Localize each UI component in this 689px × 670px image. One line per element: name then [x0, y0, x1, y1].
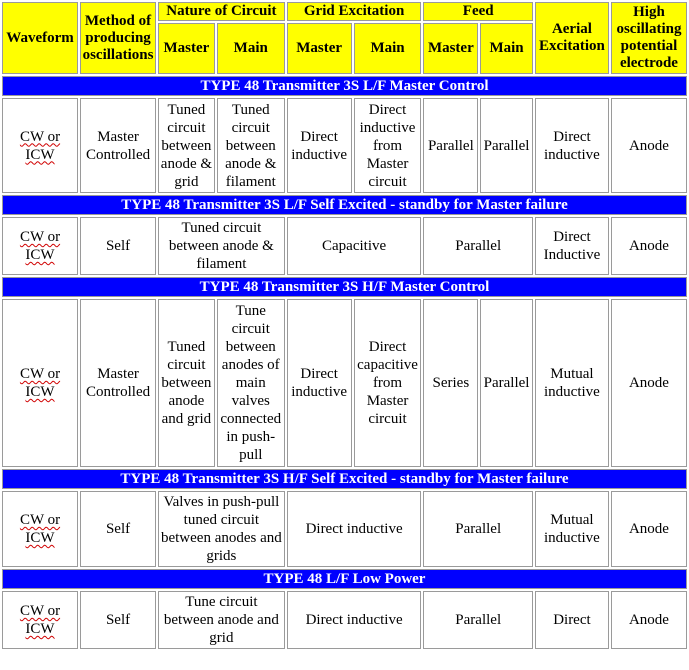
waveform-cell: CW or ICW: [2, 591, 78, 649]
electrode-cell: Anode: [611, 299, 687, 467]
method-cell: Master Controlled: [80, 299, 156, 467]
header-grid-main: Main: [354, 23, 422, 74]
header-aerial-excitation: Aerial Excitation: [535, 2, 609, 74]
aerial-cell: Direct inductive: [535, 98, 609, 193]
aerial-cell: Direct: [535, 591, 609, 649]
waveform-cell: CW or ICW: [2, 491, 78, 567]
electrode-cell: Anode: [611, 98, 687, 193]
header-nature-master: Master: [158, 23, 215, 74]
nature-cell: Valves in push-pull tuned circuit between anodes and grids: [158, 491, 285, 567]
header-grid-excitation: Grid Excitation: [287, 2, 422, 21]
header-feed-master: Master: [423, 23, 478, 74]
nature-cell: Tune circuit between anode and grid: [158, 591, 285, 649]
method-cell: Self: [80, 217, 156, 275]
aerial-cell: Mutual inductive: [535, 299, 609, 467]
nature-main-cell: Tune circuit between anodes of main valves connected in push-pull: [217, 299, 285, 467]
table-row: [2, 217, 687, 275]
table-row: [2, 491, 687, 567]
feed-master-cell: Series: [423, 299, 478, 467]
section-title: TYPE 48 Transmitter 3S L/F Self Excited - standby for Master failure: [2, 195, 687, 215]
method-cell: Self: [80, 591, 156, 649]
grid-master-cell: Direct inductive: [287, 299, 352, 467]
nature-cell: Tuned circuit between anode & filament: [158, 217, 285, 275]
grid-cell: Direct inductive: [287, 491, 422, 567]
grid-cell: Direct inductive: [287, 591, 422, 649]
section-title: TYPE 48 Transmitter 3S H/F Master Control: [2, 277, 687, 297]
header-feed-main: Main: [480, 23, 533, 74]
feed-cell: Parallel: [423, 491, 532, 567]
header-nature-of-circuit: Nature of Circuit: [158, 2, 285, 21]
header-nature-main: Main: [217, 23, 285, 74]
feed-cell: Parallel: [423, 217, 532, 275]
feed-main-cell: Parallel: [480, 299, 533, 467]
electrode-cell: Anode: [611, 591, 687, 649]
waveform-cell: CW or ICW: [2, 217, 78, 275]
section-title: TYPE 48 L/F Low Power: [2, 569, 687, 589]
aerial-cell: Mutual inductive: [535, 491, 609, 567]
header-grid-master: Master: [287, 23, 352, 74]
table-row: [2, 591, 687, 649]
header-waveform: Waveform: [2, 2, 78, 74]
table-row: [2, 299, 687, 467]
method-cell: Self: [80, 491, 156, 567]
header-electrode: High oscillating potential electrode: [611, 2, 687, 74]
nature-master-cell: Tuned circuit between anode & grid: [158, 98, 215, 193]
table-row: [2, 98, 687, 193]
feed-main-cell: Parallel: [480, 98, 533, 193]
header-method: Method of producing oscillations: [80, 2, 156, 74]
section-title: TYPE 48 Transmitter 3S H/F Self Excited - standby for Master failure: [2, 469, 687, 489]
aerial-cell: Direct Inductive: [535, 217, 609, 275]
grid-master-cell: Direct inductive: [287, 98, 352, 193]
feed-master-cell: Parallel: [423, 98, 478, 193]
nature-main-cell: Tuned circuit between anode & filament: [217, 98, 285, 193]
grid-cell: Capacitive: [287, 217, 422, 275]
method-cell: Master Controlled: [80, 98, 156, 193]
grid-main-cell: Direct inductive from Master circuit: [354, 98, 422, 193]
feed-cell: Parallel: [423, 591, 532, 649]
electrode-cell: Anode: [611, 491, 687, 567]
nature-master-cell: Tuned circuit between anode and grid: [158, 299, 215, 467]
grid-main-cell: Direct capacitive from Master circuit: [354, 299, 422, 467]
header-feed: Feed: [423, 2, 532, 21]
electrode-cell: Anode: [611, 217, 687, 275]
waveform-cell: CW or ICW: [2, 299, 78, 467]
waveform-cell: CW or ICW: [2, 98, 78, 193]
section-title: TYPE 48 Transmitter 3S L/F Master Control: [2, 76, 687, 96]
